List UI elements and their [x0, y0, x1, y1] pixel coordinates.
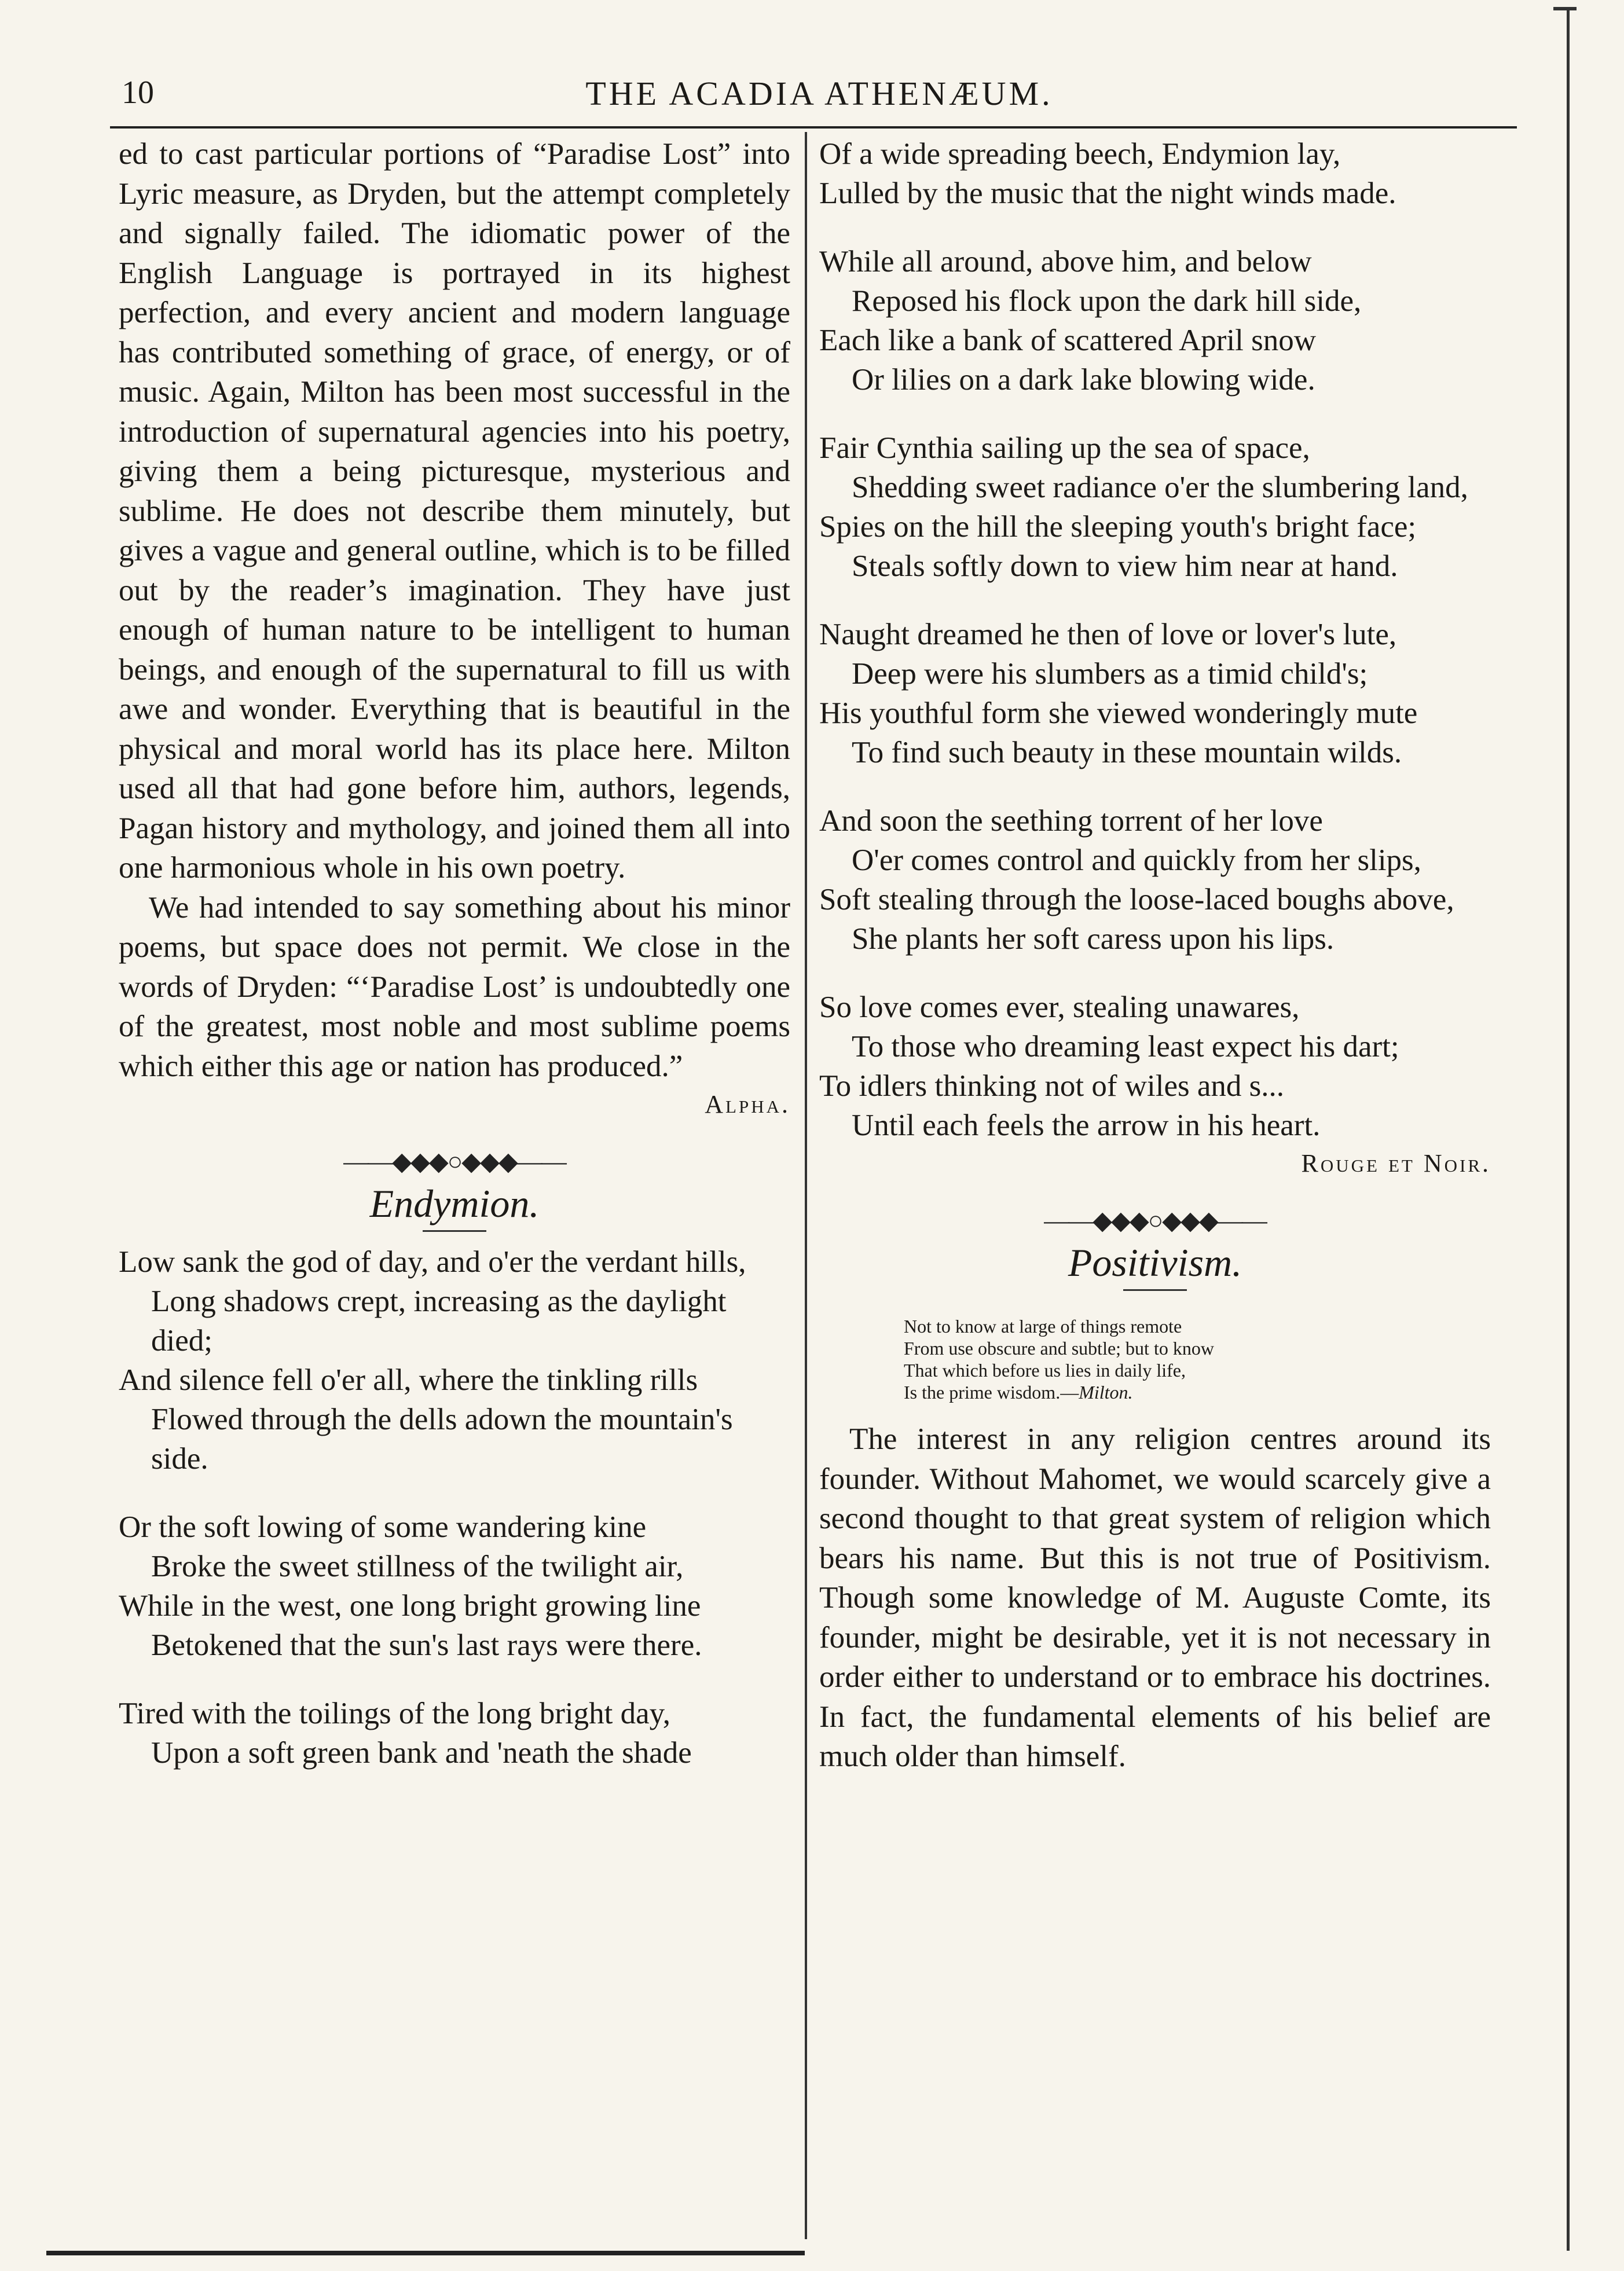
essay-paragraph: The interest in any religion centres around its founder. Without Mahomet, we would scarcely give a second thought to that great system of religion which bears his name. But this is not true of Positivism. Though some knowledge of M. Auguste Comte, its founder, might be desirable, yet it is not necessary in order either to understand or to embrace his doctrines. In fact, the fundamental elements of his belief are much older than himself. — [819, 1422, 1491, 1773]
verse-line: Reposed his flock upon the dark hill side, — [852, 284, 1362, 318]
verse-line: Or the soft lowing of some wandering kine — [119, 1510, 647, 1544]
verse-line: Long shadows crept, increasing as the daylight died; — [151, 1285, 727, 1358]
binding-edge-rule — [1567, 10, 1570, 2251]
epigraph-line — [904, 1381, 1491, 1403]
poem-signature: Rouge et Noir. — [1301, 1149, 1491, 1177]
epigraph-attribution: Milton. — [1079, 1382, 1133, 1403]
section-ornament: ——◆◆◆○◆◆◆—— — [343, 1147, 566, 1176]
verse-line: His youthful form she viewed wonderingly mute — [819, 696, 1418, 730]
verse-line: And silence fell o'er all, where the tinkling rills — [119, 1363, 698, 1397]
left-column — [119, 134, 790, 1802]
header-rule — [110, 126, 1517, 129]
poem-stanza — [819, 988, 1491, 1145]
right-column — [819, 134, 1491, 1777]
epigraph-text: Is the prime wisdom.— — [904, 1382, 1079, 1403]
milton-article — [119, 134, 790, 1086]
epigraph-line: Not to know at large of things remote — [904, 1316, 1182, 1337]
poem-stanza — [119, 1694, 790, 1773]
title-rule — [1123, 1289, 1187, 1291]
verse-line: Of a wide spreading beech, Endymion lay, — [819, 137, 1341, 171]
poem-stanza — [119, 1507, 790, 1665]
verse-line: And soon the seething torrent of her love — [819, 804, 1323, 838]
verse-line: While in the west, one long bright growing line — [119, 1589, 701, 1623]
verse-line: She plants her soft caress upon his lips. — [852, 922, 1335, 956]
positivism-essay — [819, 1419, 1491, 1777]
verse-line: Steals softly down to view him near at hand. — [852, 549, 1398, 583]
journal-title: THE ACADIA ATHENÆUM. — [585, 75, 1053, 112]
verse-line: Or lilies on a dark lake blowing wide. — [852, 363, 1315, 397]
essay-title: Positivism. — [1068, 1241, 1242, 1285]
poem-stanza — [819, 801, 1491, 959]
epigraph-line: That which before us lies in daily life, — [904, 1360, 1186, 1381]
verse-line: Soft stealing through the loose-laced boughs above, — [819, 883, 1454, 916]
verse-line: Flowed through the dells adown the mountain's side. — [151, 1403, 733, 1476]
verse-line: Shedding sweet radiance o'er the slumbering land, — [852, 471, 1468, 504]
poem-stanza — [819, 242, 1491, 399]
column-divider — [805, 132, 807, 2239]
poem-stanza — [119, 1242, 790, 1478]
verse-line: To idlers thinking not of wiles and s... — [819, 1069, 1284, 1103]
verse-line: O'er comes control and quickly from her slips, — [852, 843, 1421, 877]
verse-line: To those who dreaming least expect his dart; — [852, 1030, 1399, 1063]
verse-line: Until each feels the arrow in his heart. — [852, 1109, 1321, 1142]
verse-line: Betokened that the sun's last rays were there. — [151, 1628, 702, 1662]
verse-line: Tired with the toilings of the long bright day, — [119, 1697, 670, 1730]
verse-line: To find such beauty in these mountain wilds. — [852, 736, 1402, 769]
verse-line: Each like a bank of scattered April snow — [819, 324, 1317, 357]
verse-line: While all around, above him, and below — [819, 245, 1312, 278]
page-header — [104, 74, 1534, 126]
poem-title: Endymion. — [369, 1182, 540, 1226]
verse-line: Spies on the hill the sleeping youth's bright face; — [819, 510, 1417, 544]
title-rule — [423, 1230, 486, 1232]
verse-line: Low sank the god of day, and o'er the verdant hills, — [119, 1245, 746, 1279]
poem-stanza — [819, 615, 1491, 772]
page-bottom-rule — [46, 2251, 805, 2255]
verse-line: Deep were his slumbers as a timid child's; — [852, 657, 1368, 691]
epigraph-line: From use obscure and subtle; but to know — [904, 1338, 1214, 1359]
article-signature: Alpha. — [705, 1090, 790, 1118]
verse-line: Broke the sweet stillness of the twilight air, — [151, 1550, 684, 1583]
verse-line: Upon a soft green bank and 'neath the shade — [151, 1736, 692, 1770]
article-paragraph: ed to cast particular portions of “Paradise Lost” into Lyric measure, as Dryden, but the attempt completely and signally failed. The idiomatic power of the English Language is portrayed in its highest perfection, and every ancient and modern language has contributed something of grace, of energy, or of music. Again, Milton has been most successful in the introduction of supernatural agencies into his poetry, giving them a being picturesque, mysterious and sublime. He does not describe them minutely, but gives a vague and general outline, which is to be filled out by the reader’s imagination. They have just enough of human nature to be intelligent to human beings, and enough of the supernatural to fill us with awe and wonder. Everything that is beautiful in the physical and moral world has its place here. Milton used all that had gone before him, authors, legends, Pagan history and mythology, and joined them all into one harmonious whole in his own poetry. — [119, 137, 790, 885]
verse-line: Naught dreamed he then of love or lover's lute, — [819, 618, 1397, 651]
poem-stanza — [819, 428, 1491, 586]
verse-line: Fair Cynthia sailing up the sea of space, — [819, 431, 1310, 465]
section-ornament: ——◆◆◆○◆◆◆—— — [1044, 1206, 1266, 1235]
page-number: 10 — [122, 75, 154, 111]
poem-stanza — [819, 134, 1491, 213]
verse-line: Lulled by the music that the night winds made. — [819, 177, 1396, 210]
article-paragraph: We had intended to say something about his minor poems, but space does not permit. We close in the words of Dryden: “‘Paradise Lost’ is undoubtedly one of the greatest, most noble and most sublime poems which either this age or nation has produced.” — [119, 890, 790, 1083]
verse-line: So love comes ever, stealing unawares, — [819, 990, 1300, 1024]
epigraph — [904, 1315, 1491, 1403]
